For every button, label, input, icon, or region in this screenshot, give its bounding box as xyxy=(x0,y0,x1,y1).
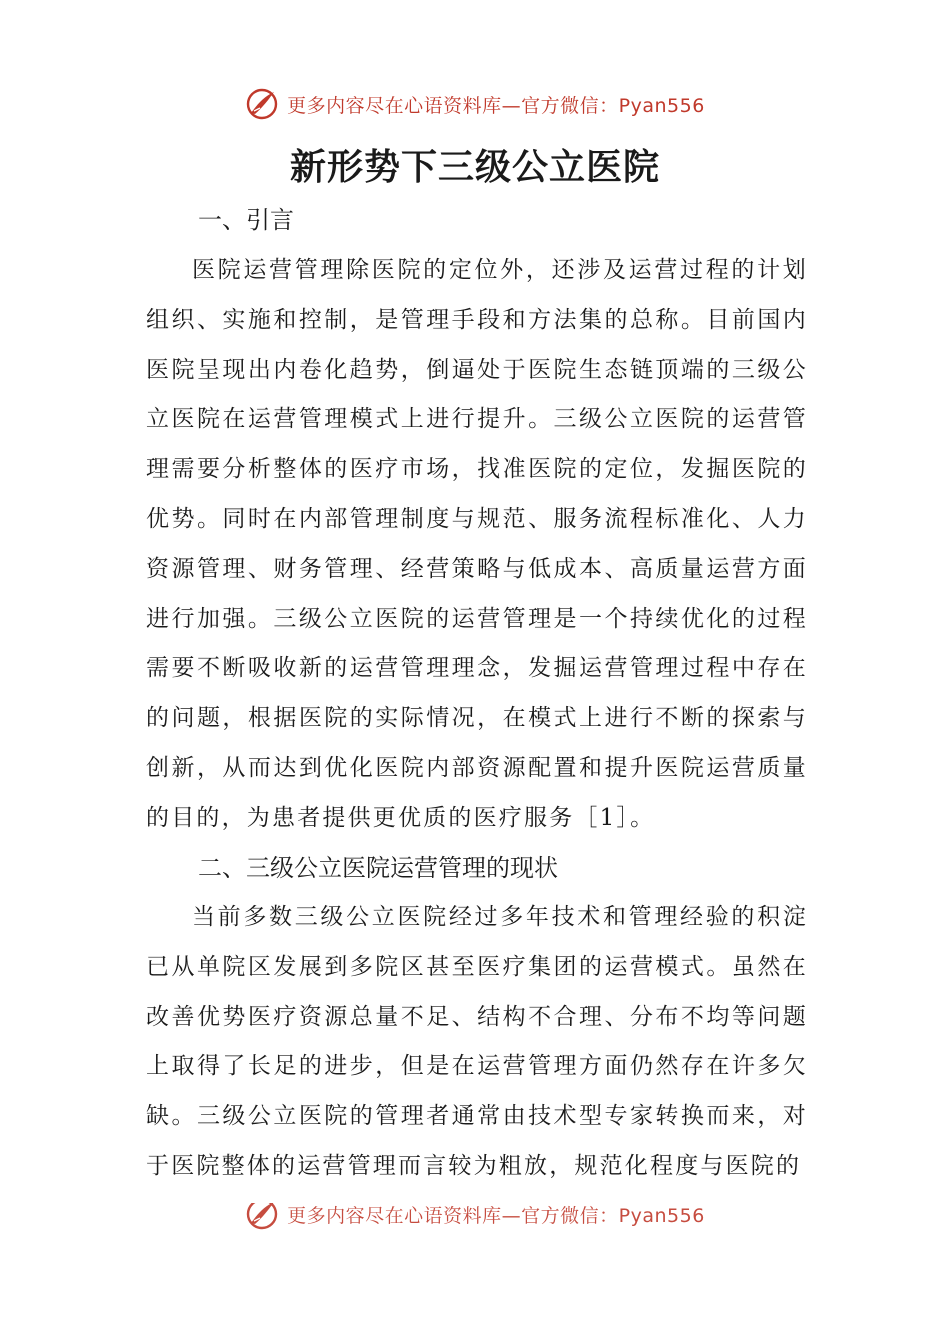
watermark-banner-inner-bottom xyxy=(245,1203,705,1231)
section-heading-introduction: 一、引言 xyxy=(198,206,294,234)
quill-logo-icon xyxy=(245,1203,279,1231)
watermark-text: 更多内容尽在心语资料库—官方微信：Pyan556 xyxy=(287,94,705,117)
section-heading-status: 二、三级公立医院运营管理的现状 xyxy=(198,854,558,882)
section-paragraph-status: 当前多数三级公立医院经过多年技术和管理经验的积淀已从单院区发展到多院区甚至医疗集团的运营模式。虽然在改善优势医疗资源总量不足、结构不合理、分布不均等问题上取得了长足的进步，但是在运营管理方面仍然存在许多欠缺。三级公立医院的管理者通常由技术型专家转换而来，对于医院整体的运营管理而言较为粗放，规范化程度与医院的 xyxy=(146,904,808,1179)
watermark-banner-top xyxy=(0,84,950,124)
watermark-banner-bottom xyxy=(0,1203,950,1237)
watermark-text-bottom: 更多内容尽在心语资料库—官方微信：Pyan556 xyxy=(287,1204,705,1227)
section-paragraph-introduction: 医院运营管理除医院的定位外，还涉及运营过程的计划组织、实施和控制，是管理手段和方法集的总称。目前国内医院呈现出内卷化趋势，倒逼处于医院生态链顶端的三级公立医院在运营管理模式上进行提升。三级公立医院的运营管理需要分析整体的医疗市场，找准医院的定位，发掘医院的优势。同时在内部管理制度与规范、服务流程标准化、人力资源管理、财务管理、经营策略与低成本、高质量运营方面进行加强。三级公立医院的运营管理是一个持续优化的过程需要不断吸收新的运营管理理念，发掘运营管理过程中存在的问题，根据医院的实际情况，在模式上进行不断的探索与创新，从而达到优化医院内部资源配置和提升医院运营质量的目的，为患者提供更优质的医疗服务［1］。 xyxy=(146,257,808,831)
document-title: 新形势下三级公立医院 xyxy=(289,146,660,188)
watermark-banner-inner xyxy=(245,87,705,121)
quill-logo-icon xyxy=(245,87,279,121)
